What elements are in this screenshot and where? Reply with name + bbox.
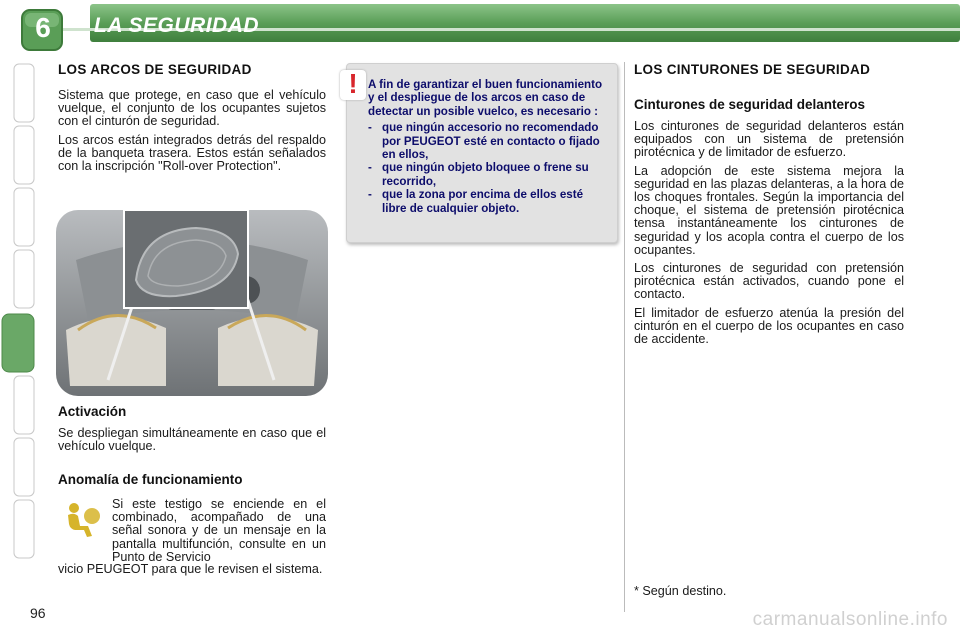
- warning-bullet-text: que ningún accesorio no recomendado por PEUGEOT esté en contacto o fijado en ellos,: [382, 121, 600, 162]
- warning-intro: A fin de garantizar el buen funcionamiento y el despliegue de los arcos en caso de detectar un posible vuelco, es necesario :: [368, 78, 603, 118]
- warning-bullet-text: que la zona por encima de ellos esté libre de cualquier objeto.: [382, 188, 584, 215]
- bullet-dash: -: [368, 161, 372, 175]
- anomaly-text-indented: Si este testigo se enciende en el combinado, acompañado de una señal sonora y de un mensaje en la pantalla multifunción, consulte en un Punto de Servicio: [112, 497, 326, 564]
- roll-bars-para-2: Los arcos están integrados detrás del respaldo de la banqueta trasera. Estos están señalados con la inscripción "Roll-over Protection".: [58, 132, 326, 174]
- anomaly-section: [58, 472, 326, 487]
- activation-text: Se despliegan simultáneamente en caso que el vehículo vuelque.: [58, 426, 326, 454]
- anomaly-title: Anomalía de funcionamiento: [58, 472, 243, 487]
- activation-title: Activación: [58, 404, 127, 419]
- anomaly-text-full: vicio PEUGEOT para que le revisen el sistema.: [58, 562, 323, 576]
- airbag-warning-light-icon: [62, 502, 102, 538]
- warning-bullet: [368, 121, 610, 161]
- warning-bullet-text: que ningún objeto bloquee o frene su recorrido,: [382, 161, 589, 188]
- footnote: * Según destino.: [634, 584, 727, 598]
- activation-section: [58, 404, 326, 453]
- seatbelts-title: LOS CINTURONES DE SEGURIDAD: [634, 62, 871, 77]
- warning-exclamation-icon: !: [348, 68, 358, 99]
- front-seatbelts-title: Cinturones de seguridad delanteros: [634, 97, 866, 112]
- seatbelts-para-2: La adopción de este sistema mejora la seguridad en las plazas delanteras, a la hora de los choques frontales. Según la importancia del choque, el sistema de pretensión pirotécnica tensa instantáneamente los cinturones de seguridad y los acopla contra el cuerpo de los ocupantes.: [634, 163, 904, 257]
- page-title: LA SEGURIDAD: [94, 14, 260, 37]
- bullet-dash: -: [368, 121, 372, 135]
- warning-bullet: [368, 161, 610, 188]
- bullet-dash: -: [368, 188, 372, 202]
- page-number: 96: [30, 605, 46, 621]
- seatbelts-para-4: El limitador de esfuerzo atenúa la presión del cinturón en el cuerpo de los ocupantes en caso de accidente.: [634, 305, 904, 347]
- seatbelts-para-1: Los cinturones de seguridad delanteros están equipados con un sistema de pretensión pirotécnica y de limitador de esfuerzo.: [634, 119, 904, 160]
- watermark-text: carmanualsonline.info: [752, 609, 948, 630]
- warning-bullet: [368, 188, 610, 215]
- right-column: [634, 62, 904, 346]
- left-column: [58, 62, 326, 173]
- roll-bars-para-1: Sistema que protege, en caso que el vehículo vuelque, el conjunto de los ocupantes sujetos con el cinturón de seguridad.: [58, 88, 326, 129]
- roll-bars-illustration: [56, 210, 328, 396]
- column-divider: [624, 62, 625, 612]
- warning-text: [368, 78, 610, 215]
- chapter-side-tabs[interactable]: [0, 60, 36, 580]
- seatbelts-para-3: Los cinturones de seguridad con pretensión pirotécnica están activados, cuando pone el contacto.: [634, 261, 904, 302]
- chapter-number: 6: [35, 12, 51, 43]
- page-header: [0, 0, 960, 48]
- roll-bars-title: LOS ARCOS DE SEGURIDAD: [58, 62, 252, 77]
